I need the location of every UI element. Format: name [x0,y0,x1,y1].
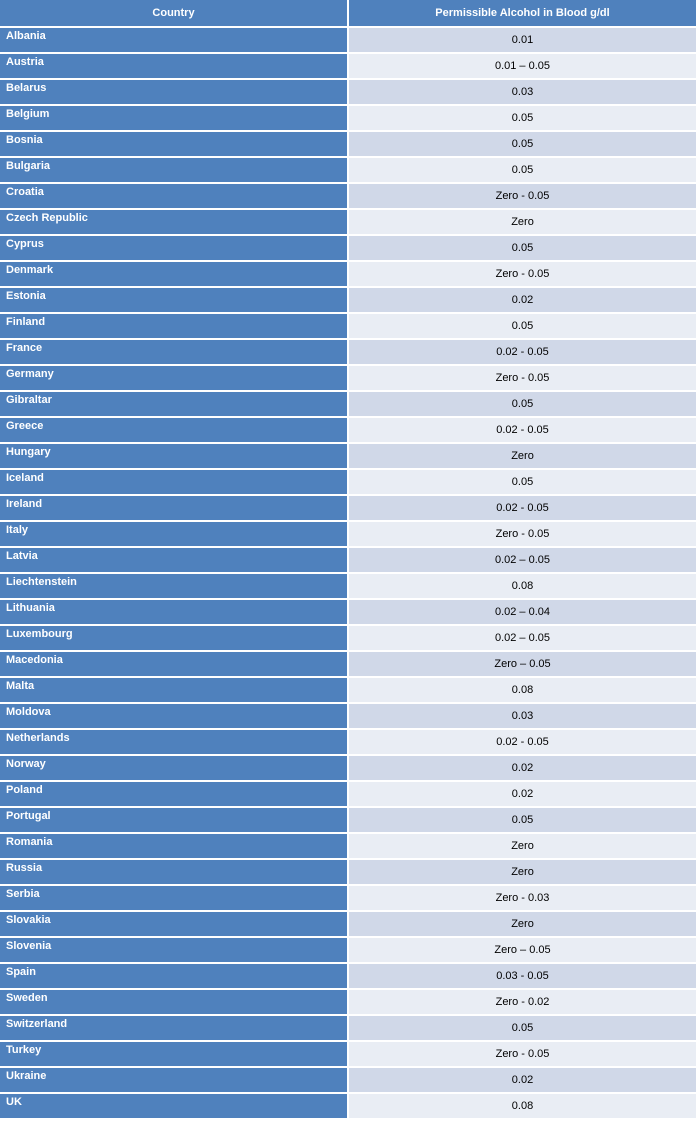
table-row-country: Romania [0,834,347,858]
table-row-country: Gibraltar [0,392,347,416]
header-country: Country [0,0,347,26]
table-row-country: Cyprus [0,236,347,260]
table-row-country: Switzerland [0,1016,347,1040]
table-row-country: Denmark [0,262,347,286]
table-row-country: Bosnia [0,132,347,156]
table-row-value: 0.05 [349,106,696,130]
table-row-value: Zero - 0.05 [349,522,696,546]
table-row-country: Slovakia [0,912,347,936]
table-row-value: 0.08 [349,1094,696,1118]
table-row-value: 0.05 [349,132,696,156]
table-row-country: Liechtenstein [0,574,347,598]
table-row-country: Spain [0,964,347,988]
table-row-country: Iceland [0,470,347,494]
table-row-value: Zero - 0.05 [349,1042,696,1066]
table-row-country: Serbia [0,886,347,910]
table-row-value: 0.02 - 0.05 [349,340,696,364]
table-row-value: 0.02 [349,1068,696,1092]
table-row-value: 0.02 [349,288,696,312]
table-row-country: Slovenia [0,938,347,962]
table-row-value: Zero – 0.05 [349,938,696,962]
table-row-country: Latvia [0,548,347,572]
table-row-country: Belarus [0,80,347,104]
table-row-value: Zero - 0.05 [349,366,696,390]
table-row-value: 0.02 [349,756,696,780]
table-row-value: 0.05 [349,392,696,416]
table-row-value: 0.05 [349,314,696,338]
table-row-value: Zero [349,912,696,936]
table-row-country: Finland [0,314,347,338]
table-row-country: Lithuania [0,600,347,624]
table-row-country: Albania [0,28,347,52]
table-row-country: UK [0,1094,347,1118]
table-row-value: Zero [349,210,696,234]
table-row-value: 0.02 - 0.05 [349,418,696,442]
table-row-country: Ireland [0,496,347,520]
table-row-country: Luxembourg [0,626,347,650]
table-row-value: 0.02 - 0.05 [349,730,696,754]
table-row-country: Czech Republic [0,210,347,234]
table-row-value: 0.02 – 0.05 [349,548,696,572]
table-row-value: 0.03 [349,80,696,104]
table-row-country: Greece [0,418,347,442]
table-row-country: Germany [0,366,347,390]
table-row-value: 0.03 - 0.05 [349,964,696,988]
table-row-country: Norway [0,756,347,780]
table-row-value: 0.05 [349,808,696,832]
table-row-country: Hungary [0,444,347,468]
table-row-country: Ukraine [0,1068,347,1092]
table-row-country: Macedonia [0,652,347,676]
table-row-value: 0.01 [349,28,696,52]
table-row-value: 0.05 [349,236,696,260]
table-row-country: Netherlands [0,730,347,754]
table-row-country: Sweden [0,990,347,1014]
table-row-value: Zero - 0.03 [349,886,696,910]
table-row-country: Croatia [0,184,347,208]
table-row-country: Belgium [0,106,347,130]
table-row-value: 0.02 – 0.05 [349,626,696,650]
table-row-country: Italy [0,522,347,546]
table-row-value: 0.01 – 0.05 [349,54,696,78]
table-row-value: Zero - 0.02 [349,990,696,1014]
table-row-value: 0.05 [349,470,696,494]
table-row-value: 0.05 [349,1016,696,1040]
table-row-country: Portugal [0,808,347,832]
table-row-country: Malta [0,678,347,702]
table-row-value: 0.02 - 0.05 [349,496,696,520]
table-row-country: Bulgaria [0,158,347,182]
table-row-value: 0.05 [349,158,696,182]
table-row-value: Zero [349,444,696,468]
table-row-country: Austria [0,54,347,78]
table-row-country: Estonia [0,288,347,312]
table-row-value: Zero - 0.05 [349,262,696,286]
table-row-country: Russia [0,860,347,884]
table-row-value: 0.02 [349,782,696,806]
table-row-country: France [0,340,347,364]
table-row-country: Moldova [0,704,347,728]
table-row-country: Poland [0,782,347,806]
table-row-country: Turkey [0,1042,347,1066]
table-row-value: 0.08 [349,574,696,598]
table-row-value: 0.08 [349,678,696,702]
header-permissible-alcohol: Permissible Alcohol in Blood g/dl [349,0,696,26]
table-row-value: 0.03 [349,704,696,728]
table-row-value: 0.02 – 0.04 [349,600,696,624]
table-row-value: Zero - 0.05 [349,184,696,208]
table-row-value: Zero [349,834,696,858]
table-row-value: Zero – 0.05 [349,652,696,676]
table-row-value: Zero [349,860,696,884]
